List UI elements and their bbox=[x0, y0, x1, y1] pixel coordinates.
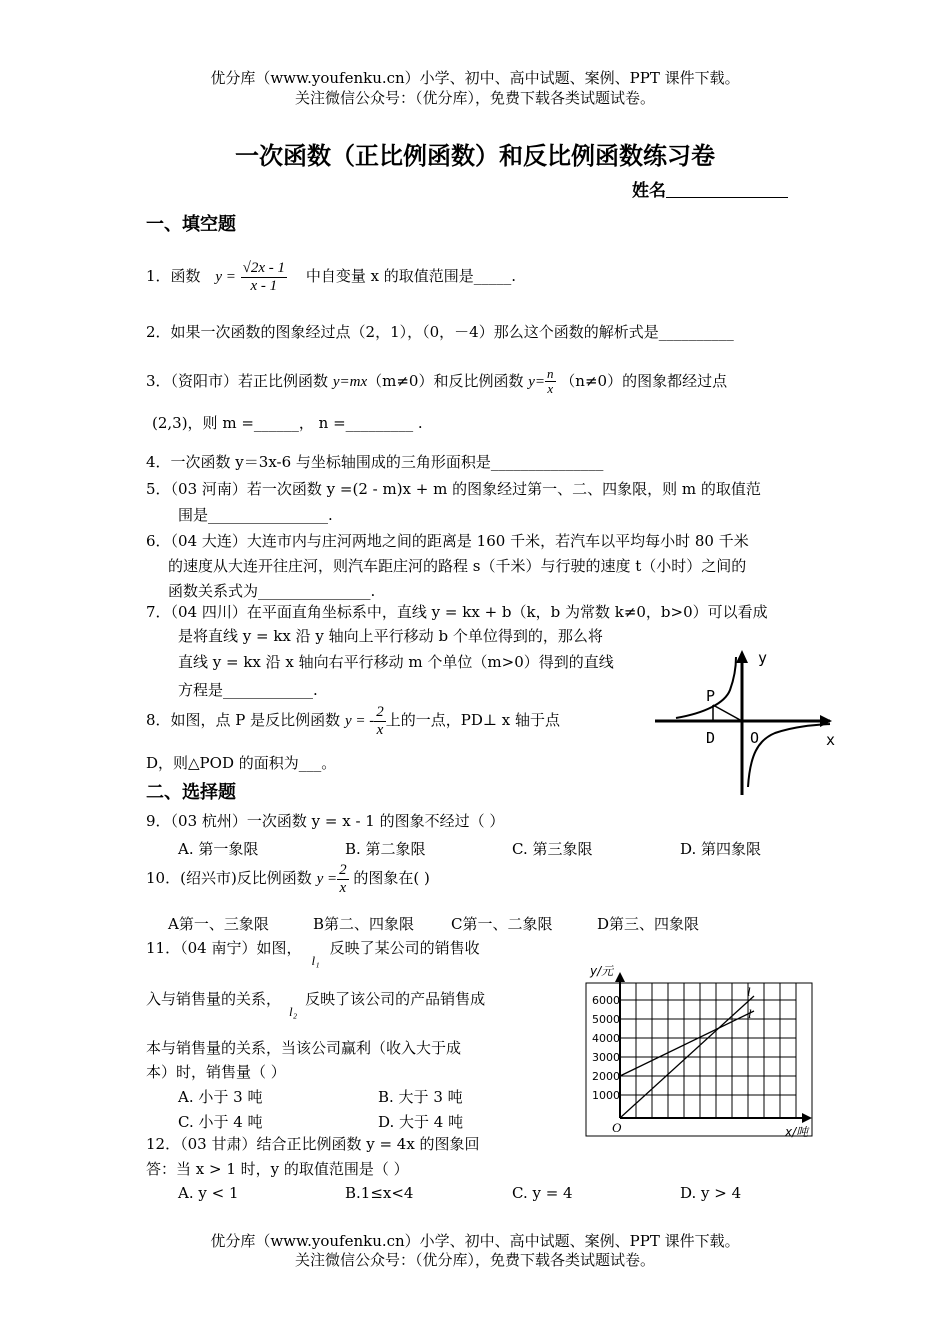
name-field bbox=[632, 176, 788, 201]
question-4: 4．一次函数 y＝3x-6 与坐标轴围成的三角形面积是_______________ bbox=[146, 453, 604, 471]
fig1-p-label: P bbox=[706, 687, 716, 705]
fig2-l1-label: l bbox=[747, 984, 751, 999]
question-10: 10．(绍兴市)反比例函数 y = $\frac{2}{x}$ 的图象在( ) bbox=[146, 862, 430, 896]
q11-option-a[interactable]: A. 小于 3 吨 bbox=[178, 1088, 263, 1106]
q11-option-d[interactable]: D. 大于 4 吨 bbox=[378, 1113, 464, 1131]
question-8-line2: D，则△POD 的面积为___。 bbox=[146, 754, 337, 772]
figure-sales-chart bbox=[582, 962, 818, 1142]
fig2-ytick-6000: 6000 bbox=[592, 994, 620, 1007]
question-7-line2: 是将直线 y = kx 沿 y 轴向上平行移动 b 个单位得到的，那么将 bbox=[178, 627, 603, 645]
footer-line-1: 优分库（www.youfenku.cn）小学、初中、高中试题、案例、PPT 课件下载。 bbox=[210, 1232, 740, 1250]
section-fill-in: 一、填空题 bbox=[146, 214, 236, 235]
question-5-line1: 5．（03 河南）若一次函数 y =(2 - m)x + m 的图象经过第一、二、四象限，则 m 的取值范 bbox=[146, 480, 761, 498]
fig1-y-label: y bbox=[758, 649, 768, 667]
fig2-ytick-4000: 4000 bbox=[592, 1032, 620, 1045]
question-12-line1: 12．（03 甘肃）结合正比例函数 y = 4x 的图象回 bbox=[146, 1135, 480, 1153]
footer-line-2: 关注微信公众号：（优分库），免费下载各类试题试卷。 bbox=[294, 1251, 655, 1269]
question-1: 1．函数 y = $\frac{√2x - 1}{x - 1}$ 中自变量 x 的取值范围是_____. bbox=[146, 260, 517, 294]
q9-option-d[interactable]: D. 第四象限 bbox=[680, 840, 762, 858]
fig1-x-label: x bbox=[826, 731, 836, 749]
question-9: 9．（03 杭州）一次函数 y = x - 1 的图象不经过（ ） bbox=[146, 812, 505, 830]
q10-option-c[interactable]: C第一、二象限 bbox=[451, 915, 553, 933]
fig2-x-label: x/吨 bbox=[785, 1125, 809, 1139]
question-11-line2: 入与销售量的关系，l₂反映了该公司的产品销售成 bbox=[146, 990, 486, 1019]
q12-option-a[interactable]: A. y < 1 bbox=[178, 1184, 239, 1202]
question-7-line3: 直线 y = kx 沿 x 轴向右平行移动 m 个单位（m>0）得到的直线 bbox=[178, 653, 614, 671]
fig2-ytick-5000: 5000 bbox=[592, 1013, 620, 1026]
fig2-ytick-1000: 1000 bbox=[592, 1089, 620, 1102]
q11-option-c[interactable]: C. 小于 4 吨 bbox=[178, 1113, 263, 1131]
fig1-d-label: D bbox=[706, 729, 716, 747]
page-title: 一次函数（正比例函数）和反比例函数练习卷 bbox=[235, 141, 715, 170]
name-label: 姓名 bbox=[632, 181, 666, 201]
question-2: 2．如果一次函数的图象经过点（2，1），（0，－4）那么这个函数的解析式是__________ bbox=[146, 323, 734, 341]
question-8: 8．如图，点 P 是反比例函数 y = - $\frac{2}{x}$ 上的一点，PD⊥ x 轴于点 bbox=[146, 704, 560, 738]
question-7-line4: 方程是____________. bbox=[178, 681, 318, 699]
question-3: 3．（资阳市）若正比例函数 y=mx（m≠0）和反比例函数 y= $\frac{n}{x}$ （n≠0）的图象都经过点 bbox=[146, 366, 728, 397]
q12-option-b[interactable]: B.1≤x<4 bbox=[345, 1184, 414, 1202]
question-11-line3: 本与销售量的关系，当该公司赢利（收入大于成 bbox=[146, 1039, 462, 1057]
fig2-y-label: y/元 bbox=[590, 964, 614, 978]
figure-hyperbola bbox=[650, 645, 845, 800]
question-6-line1: 6．（04 大连）大连市内与庄河两地之间的距离是 160 千米，若汽车以平均每小时 80 千米 bbox=[146, 532, 749, 550]
header-line-2: 关注微信公众号：（优分库），免费下载各类试题试卷。 bbox=[294, 89, 655, 107]
question-12-line2: 答：当 x > 1 时，y 的取值范围是（ ） bbox=[146, 1160, 409, 1178]
q9-option-a[interactable]: A. 第一象限 bbox=[178, 840, 259, 858]
q10-option-a[interactable]: A第一、三象限 bbox=[168, 915, 269, 933]
question-11-line1: 11．（04 南宁）如图，l₁反映了某公司的销售收 bbox=[146, 939, 480, 968]
question-6-line3: 函数关系式为_______________. bbox=[168, 582, 376, 600]
question-11-line4: 本）时，销售量（ ） bbox=[146, 1063, 286, 1081]
fig2-ytick-3000: 3000 bbox=[592, 1051, 620, 1064]
question-3-line2: (2,3)，则 m =______， n =_________ . bbox=[152, 414, 423, 432]
q11-option-b[interactable]: B. 大于 3 吨 bbox=[378, 1088, 463, 1106]
q12-option-d[interactable]: D. y > 4 bbox=[680, 1184, 742, 1202]
q12-option-c[interactable]: C. y = 4 bbox=[512, 1184, 573, 1202]
fig2-ytick-2000: 2000 bbox=[592, 1070, 620, 1083]
q9-option-c[interactable]: C. 第三象限 bbox=[512, 840, 593, 858]
question-6-line2: 的速度从大连开往庄河，则汽车距庄河的路程 s（千米）与行驶的速度 t（小时）之间的 bbox=[168, 557, 747, 575]
fig2-l2-label: l bbox=[748, 1006, 752, 1021]
fig2-origin: O bbox=[612, 1120, 622, 1135]
fig1-o-label: O bbox=[750, 729, 760, 747]
section-choice: 二、选择题 bbox=[146, 782, 236, 803]
question-5-line2: 围是________________. bbox=[178, 506, 333, 524]
q10-option-d[interactable]: D第三、四象限 bbox=[597, 915, 700, 933]
header-line-1: 优分库（www.youfenku.cn）小学、初中、高中试题、案例、PPT 课件下载。 bbox=[210, 69, 740, 87]
q9-option-b[interactable]: B. 第二象限 bbox=[345, 840, 426, 858]
q10-option-b[interactable]: B第二、四象限 bbox=[313, 915, 415, 933]
question-7-line1: 7．（04 四川）在平面直角坐标系中，直线 y = kx + b（k，b 为常数 k≠0，b>0）可以看成 bbox=[146, 603, 768, 621]
